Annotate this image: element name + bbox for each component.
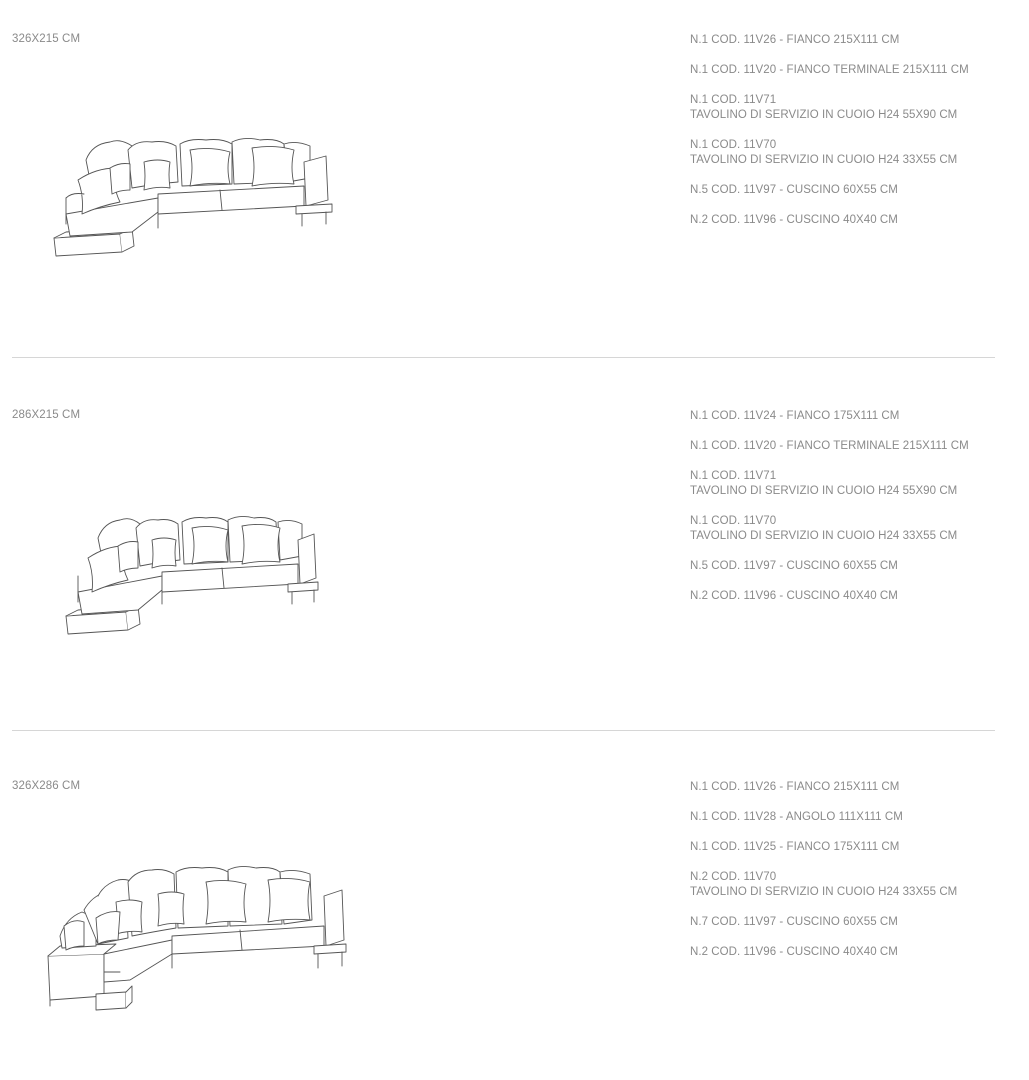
component-item: N.2 COD. 11V96 - CUSCINO 40X40 CM bbox=[690, 590, 898, 602]
component-item: N.1 COD. 11V24 - FIANCO 175X111 CM bbox=[690, 410, 900, 422]
configuration-dimension: 286X215 CM bbox=[12, 409, 81, 421]
component-item: N.2 COD. 11V96 - CUSCINO 40X40 CM bbox=[690, 946, 898, 958]
component-item: N.1 COD. 11V20 - FIANCO TERMINALE 215X111 CM bbox=[690, 440, 969, 452]
component-item: N.5 COD. 11V97 - CUSCINO 60X55 CM bbox=[690, 184, 898, 196]
component-item: N.1 COD. 11V26 - FIANCO 215X111 CM bbox=[690, 34, 900, 46]
configuration-dimension: 326X215 CM bbox=[12, 33, 81, 45]
component-item: N.2 COD. 11V70 TAVOLINO DI SERVIZIO IN CUOIO H24 33X55 CM bbox=[690, 871, 958, 898]
configuration-section bbox=[0, 376, 1029, 730]
component-item: N.1 COD. 11V25 - FIANCO 175X111 CM bbox=[690, 841, 900, 853]
component-list bbox=[690, 409, 1020, 619]
configuration-dimension: 326X286 CM bbox=[12, 780, 81, 792]
component-item: N.5 COD. 11V97 - CUSCINO 60X55 CM bbox=[690, 560, 898, 572]
component-item: N.1 COD. 11V20 - FIANCO TERMINALE 215X111 CM bbox=[690, 64, 969, 76]
section-divider bbox=[12, 730, 995, 731]
component-item: N.2 COD. 11V96 - CUSCINO 40X40 CM bbox=[690, 214, 898, 226]
component-item: N.1 COD. 11V28 - ANGOLO 111X111 CM bbox=[690, 811, 903, 823]
component-item: N.1 COD. 11V26 - FIANCO 215X111 CM bbox=[690, 781, 900, 793]
section-divider bbox=[12, 357, 995, 358]
component-item: N.1 COD. 11V70 TAVOLINO DI SERVIZIO IN CUOIO H24 33X55 CM bbox=[690, 515, 958, 542]
component-list bbox=[690, 780, 1020, 975]
component-item: N.1 COD. 11V70 TAVOLINO DI SERVIZIO IN CUOIO H24 33X55 CM bbox=[690, 139, 958, 166]
sofa-chaise-drawing-icon bbox=[40, 128, 340, 266]
sofa-chaise-drawing-icon bbox=[52, 506, 332, 638]
component-list bbox=[690, 33, 1020, 243]
configuration-section bbox=[0, 748, 1029, 1080]
component-item: N.1 COD. 11V71 TAVOLINO DI SERVIZIO IN CUOIO H24 55X90 CM bbox=[690, 470, 958, 497]
sofa-corner-drawing-icon bbox=[40, 856, 360, 1016]
component-item: N.7 COD. 11V97 - CUSCINO 60X55 CM bbox=[690, 916, 898, 928]
component-item: N.1 COD. 11V71 TAVOLINO DI SERVIZIO IN CUOIO H24 55X90 CM bbox=[690, 94, 958, 121]
configuration-section bbox=[0, 0, 1029, 358]
